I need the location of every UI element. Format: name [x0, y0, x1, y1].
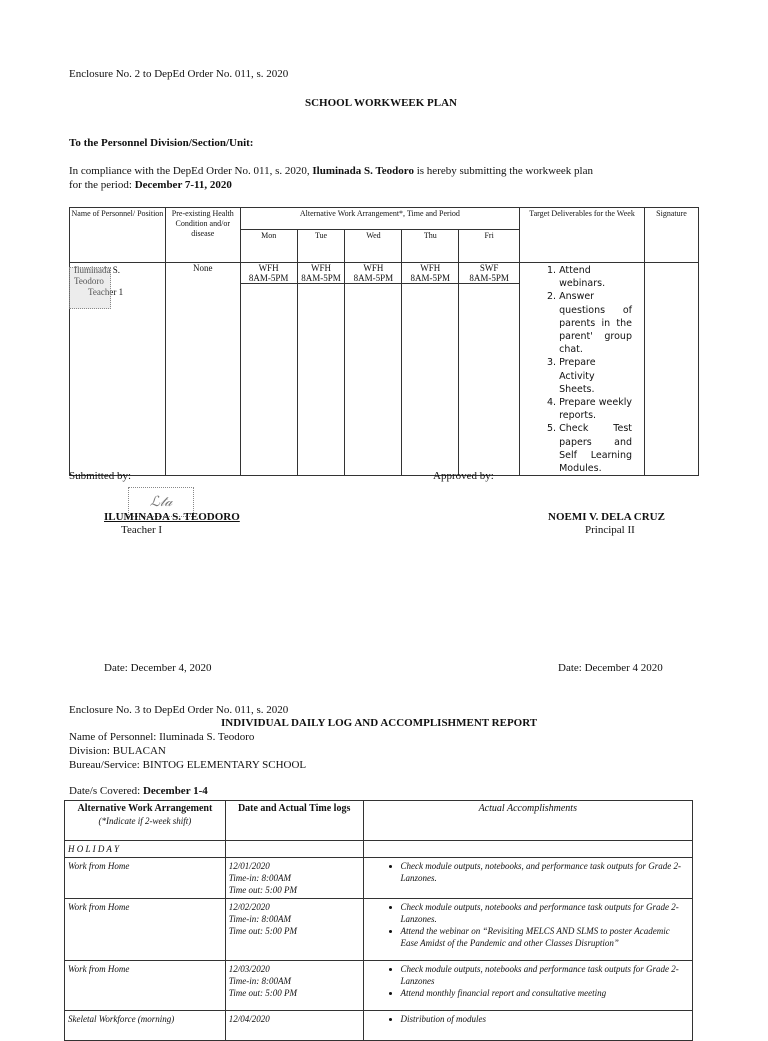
deliverable-item: 5. Check Test papers and Self Learning Modules.: [559, 422, 632, 475]
compliance-line-2: [69, 179, 232, 191]
period-label: for the period:: [69, 179, 135, 191]
day-cell: [240, 263, 297, 476]
holiday-date-cell: [225, 841, 363, 858]
deliverables-list: [520, 263, 644, 475]
daily-log-table: [64, 800, 693, 1041]
arrangement-value: WFH: [311, 263, 332, 273]
enclosure-2-label: Enclosure No. 2 to DepEd Order No. 011, s. 2020: [69, 68, 289, 80]
signature-stamp-icon: [69, 267, 111, 309]
signature-cell: [645, 263, 699, 476]
log-time-out: Time out: 5:00 PM: [228, 926, 298, 936]
day-cell: [402, 263, 459, 476]
log-acc-item: • Attend the webinar on “Revisiting MELCS AND SLMS to poster Academic Ease Amidst of the Pandemic and other Classes Disruption”: [401, 925, 689, 949]
deliverable-item: 2. Answer questions of parents in the parent' group chat.: [559, 290, 632, 356]
log-title: INDIVIDUAL DAILY LOG AND ACCOMPLISHMENT REPORT: [221, 717, 538, 729]
header-health: Pre-existing Health Condition and/or disease: [165, 208, 240, 263]
header-day: Tue: [297, 230, 345, 263]
header-day: Fri: [459, 230, 520, 263]
compliance-post: is hereby submitting the workweek plan: [413, 165, 593, 177]
personnel-cell: [70, 263, 166, 476]
approver-title: Principal II: [585, 524, 635, 536]
log-time-in: Time-in: 8:00AM: [228, 914, 292, 924]
personnel-position: Teacher 1: [88, 287, 124, 297]
log-date: 12/03/2020: [228, 964, 270, 974]
submitted-by-label: Submitted by:: [69, 470, 132, 482]
log-acc-cell: [363, 1011, 692, 1041]
header-deliverables: Target Deliverables for the Week: [520, 208, 645, 263]
time-value: 8AM-5PM: [402, 273, 458, 284]
log-time-cell: [225, 1011, 363, 1041]
log-acc-list: [367, 963, 689, 999]
approver-name: NOEMI V. DELA CRUZ: [548, 511, 665, 523]
log-acc-list: [367, 1013, 689, 1025]
plan-title: SCHOOL WORKWEEK PLAN: [305, 97, 457, 109]
approved-by-label: Approved by:: [433, 470, 494, 482]
deliverable-item: 1. Attend webinars.: [559, 264, 632, 290]
log-acc-item: • Attend monthly financial report and consultative meeting: [401, 987, 689, 999]
log-time-out: Time out: 5:00 PM: [228, 885, 298, 895]
time-value: 8AM-5PM: [298, 273, 345, 284]
handwritten-signature-icon: ℒ𝓉𝒶: [128, 487, 194, 517]
dates-covered-label: Date/s Covered:: [69, 785, 143, 797]
deliverable-item: 4. Prepare weekly reports.: [559, 396, 632, 422]
header-signature: Signature: [645, 208, 699, 263]
health-cell: None: [165, 263, 240, 476]
header-awa: Alternative Work Arrangement*, Time and Period: [240, 208, 519, 230]
period-value: December 7-11, 2020: [134, 179, 232, 191]
log-header-awa: [65, 801, 226, 841]
log-date: 12/02/2020: [228, 902, 270, 912]
log-acc-item: • Check module outputs, notebooks and performance task outputs for Grade 2- Lanzones.: [401, 901, 689, 925]
holiday-acc-cell: [363, 841, 692, 858]
log-header-awa-note: (*Indicate if 2-week shift): [98, 816, 192, 826]
log-acc-item: • Check module outputs, notebooks and performance task outputs for Grade 2- Lanzones: [401, 963, 689, 987]
log-acc-list: [367, 901, 689, 949]
personnel-name: Name of Personnel: Iluminada S. Teodoro: [69, 731, 255, 743]
log-header-date: Date and Actual Time logs: [225, 801, 363, 841]
day-cell: [297, 263, 345, 476]
date-right: Date: December 4 2020: [558, 662, 663, 674]
arrangement-value: WFH: [420, 263, 441, 273]
log-acc-list: [367, 860, 689, 884]
personnel-name-1: Iluminada S.: [74, 265, 120, 275]
division: Division: BULACAN: [69, 745, 166, 757]
log-date: 12/01/2020: [228, 861, 270, 871]
arrangement-value: WFH: [258, 263, 279, 273]
holiday-cell: H O L I D A Y: [65, 841, 226, 858]
log-date: 12/04/2020: [228, 1014, 270, 1024]
workweek-table: [69, 207, 699, 476]
log-arrangement: Work from Home: [65, 961, 226, 1011]
log-arrangement: Skeletal Workforce (morning): [65, 1011, 226, 1041]
to-line: To the Personnel Division/Section/Unit:: [69, 137, 254, 149]
day-cell: [345, 263, 402, 476]
log-time-cell: [225, 899, 363, 961]
time-value: 8AM-5PM: [345, 273, 401, 284]
time-value: 8AM-5PM: [241, 273, 297, 284]
compliance-name: Iluminada S. Teodoro: [312, 165, 414, 177]
log-acc-cell: [363, 899, 692, 961]
log-acc-cell: [363, 858, 692, 899]
log-acc-item: • Check module outputs, notebooks, and performance task outputs for Grade 2- Lanzones.: [401, 860, 689, 884]
log-time-in: Time-in: 8:00AM: [228, 976, 292, 986]
arrangement-value: SWF: [479, 263, 499, 273]
log-header-awa-label: Alternative Work Arrangement: [77, 803, 213, 814]
log-time-cell: [225, 858, 363, 899]
log-arrangement: Work from Home: [65, 858, 226, 899]
header-day: Thu: [402, 230, 459, 263]
dates-covered: [69, 785, 208, 797]
log-time-out: Time out: 5:00 PM: [228, 988, 298, 998]
log-time-cell: [225, 961, 363, 1011]
log-header-accomplishments: Actual Accomplishments: [363, 801, 692, 841]
log-acc-item: • Distribution of modules: [401, 1013, 689, 1025]
deliverable-item: 3. Prepare Activity Sheets.: [559, 356, 632, 396]
deliverables-cell: [520, 263, 645, 476]
time-value: 8AM-5PM: [459, 273, 519, 284]
header-day: Wed: [345, 230, 402, 263]
bureau: Bureau/Service: BINTOG ELEMENTARY SCHOOL: [69, 759, 307, 771]
log-time-in: Time-in: 8:00AM: [228, 873, 292, 883]
compliance-pre: In compliance with the DepEd Order No. 011, s. 2020,: [69, 165, 313, 177]
enclosure-3-label: Enclosure No. 3 to DepEd Order No. 011, s. 2020: [69, 704, 289, 716]
date-left: Date: December 4, 2020: [104, 662, 212, 674]
arrangement-value: WFH: [363, 263, 384, 273]
log-arrangement: Work from Home: [65, 899, 226, 961]
personnel-name-2: Teodoro: [74, 276, 104, 286]
day-cell: [459, 263, 520, 476]
log-acc-cell: [363, 961, 692, 1011]
header-day: Mon: [240, 230, 297, 263]
submitter-name: ILUMINADA S. TEODORO: [104, 511, 240, 523]
header-name: Name of Personnel/ Position: [70, 208, 166, 263]
submitter-title: Teacher I: [121, 524, 163, 536]
compliance-line-1: [69, 165, 593, 177]
dates-covered-value: December 1-4: [142, 785, 208, 797]
